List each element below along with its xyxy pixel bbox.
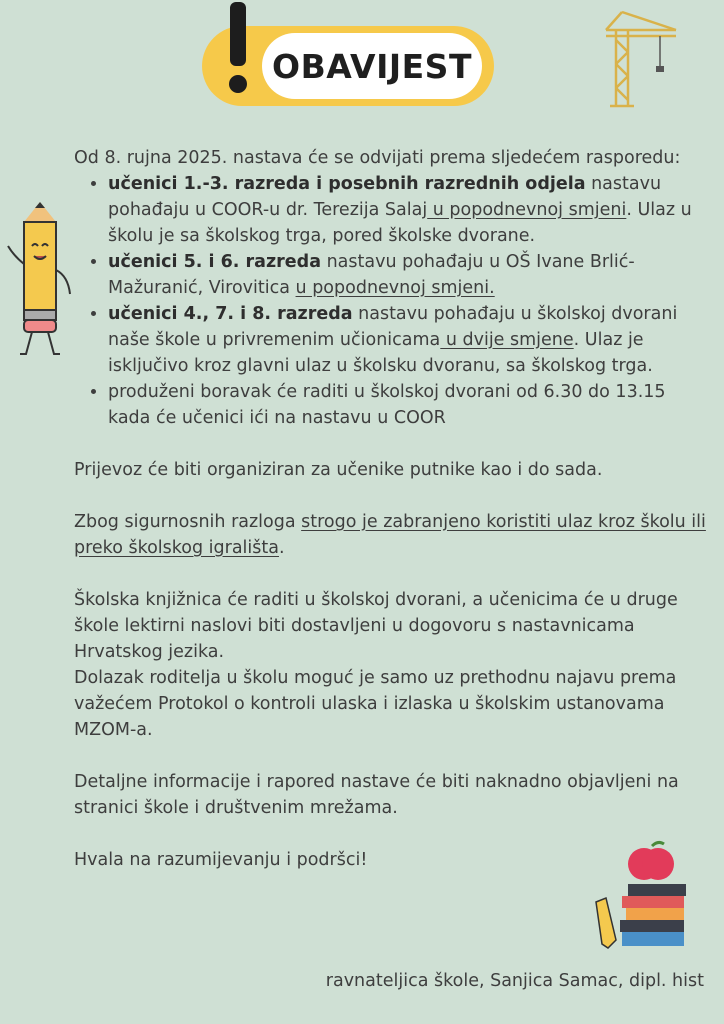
intro-text: Od 8. rujna 2025. nastava će se odvijati prema sljedećem rasporedu: — [74, 148, 681, 168]
list-item: • učenici 5. i 6. razreda nastavu pohađaju u OŠ Ivane Brlić-Mažuranić, Virovitica u popodnevnoj smjeni. — [108, 249, 708, 301]
library-text: Školska knjižnica će raditi u školskoj dvorani, a učenicima će u druge škole lektirni naslovi biti dostavljeni u dogovoru s nastavnicama Hrvatskog jezika. — [74, 590, 678, 662]
title-box — [262, 33, 482, 99]
page-title: OBAVIJEST — [272, 46, 472, 86]
signature: ravnateljica škole, Sanjica Samac, dipl. hist — [325, 971, 704, 991]
details-text: Detaljne informacije i rapored nastave će biti naknadno objavljeni na stranici škole i društvenim mrežama. — [74, 772, 679, 818]
transport-text: Prijevoz će biti organiziran za učenike putnike kao i do sada. — [74, 460, 603, 480]
safety-text: Zbog sigurnosnih razloga strogo je zabranjeno koristiti ulaz kroz školu ili preko školskog igrališta. — [74, 512, 706, 558]
parents-text: Dolazak roditelja u školu moguć je samo uz prethodnu najavu prema važećem Protokol o kontroli ulaska i izlaska u školskim ustanovama MZOM-a. — [74, 668, 677, 740]
list-item: • produženi boravak će raditi u školskoj dvorani od 6.30 do 13.15 kada će učenici ići na nastavu u COOR — [108, 379, 708, 431]
list-item: • učenici 4., 7. i 8. razreda nastavu pohađaju u školskoj dvorani naše škole u privremenim učionicama u dvije smjene. Ulaz je isključivo kroz glavni ulaz u školsku dvoranu, sa školskog trga. — [108, 301, 708, 379]
crane-icon — [602, 8, 682, 110]
pencil-character-icon — [0, 200, 80, 362]
list-item: • učenici 1.-3. razreda i posebnih razrednih odjela nastavu pohađaju u COOR-u dr. Terezija Salaj u popodnevnoj smjeni. Ulaz u školu je sa školskog trga, pored školske dvorane. — [108, 171, 708, 249]
thanks-text: Hvala na razumijevanju i podršci! — [74, 850, 368, 870]
schedule-list — [74, 171, 708, 431]
notice-body — [74, 145, 708, 873]
exclamation-icon — [222, 2, 254, 98]
